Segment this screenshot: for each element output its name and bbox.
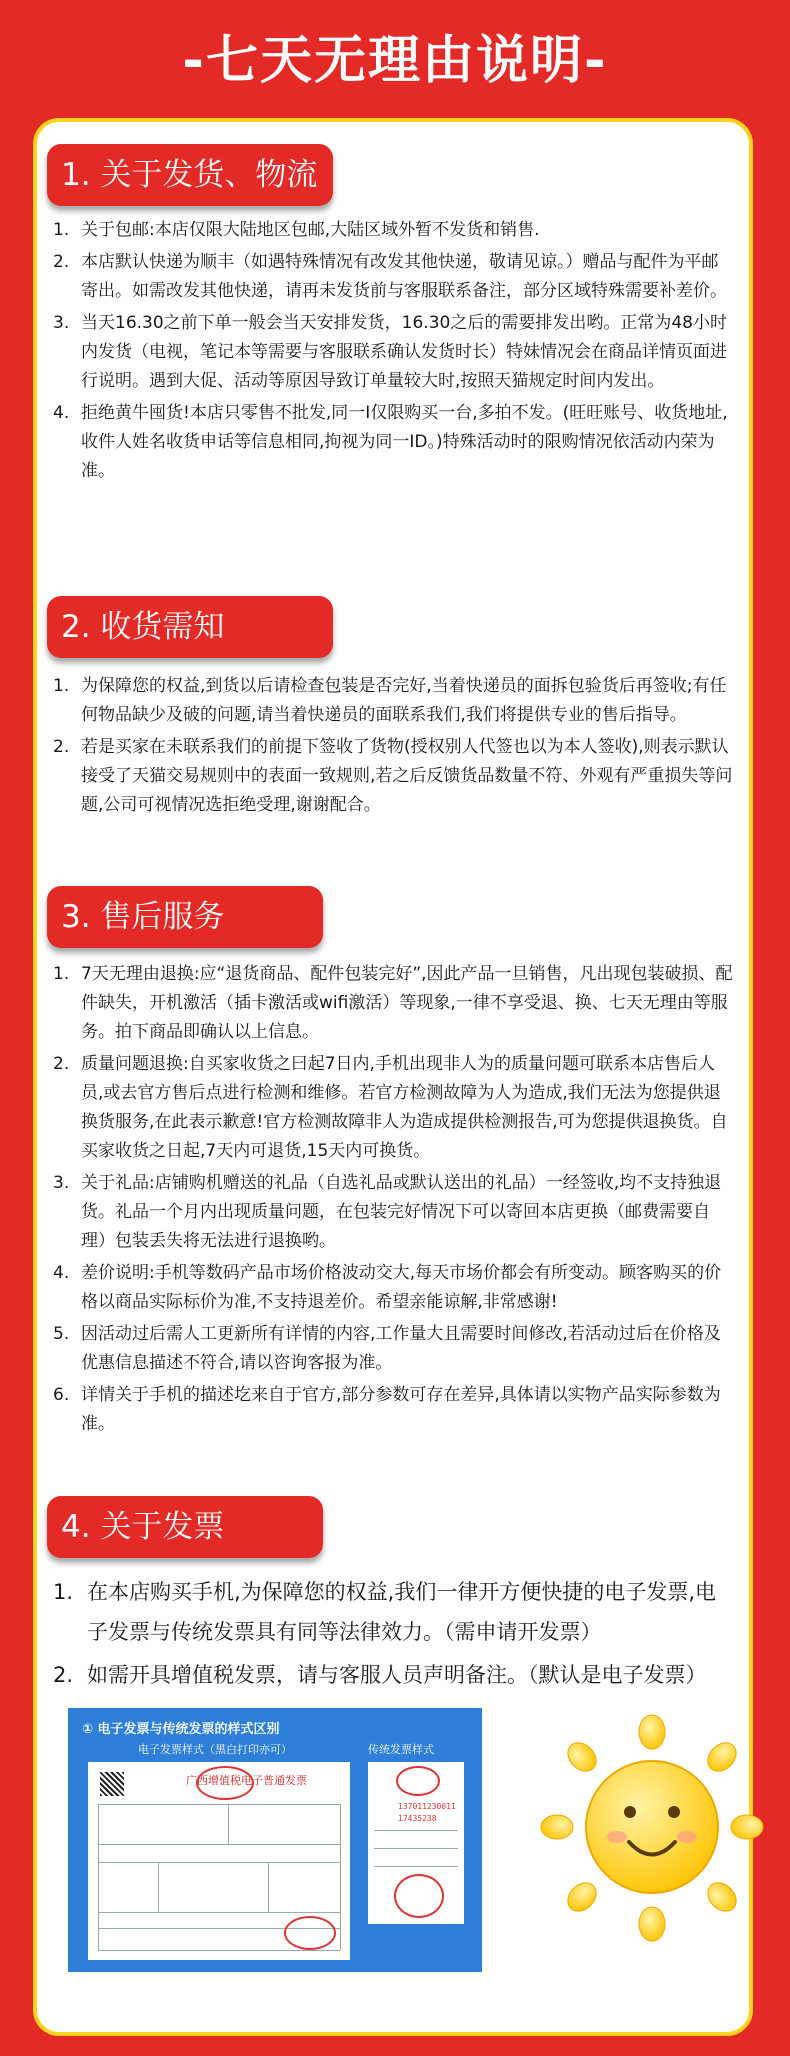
list-item: 2. 质量问题退换:自买家收货之曰起7日内,手机出现非人为的质量问题可联系本店售后人员,或去官方售后点进行检测和维修。若官方检测故障为人为造成,我们无法为您提供退换货服务,在此表示歉意!官方检测故障非人为造成提供检测报告,可为您提供退换货。自买家收货之日起,7天内可退货,15天内可换货。 [53, 1054, 728, 1161]
list-item: 1. 为保障您的权益,到货以后请检查包装是否完好,当着快递员的面拆包验货后再签收;有任何物品缺少及破的问题,请当着快递员的面联系我们,我们将提供专业的售后指导。 [53, 676, 727, 725]
invoice-stamp-icon [196, 1766, 254, 1800]
list-item: 3. 当天16.30之前下单一般会当天安排发货，16.30之后的需要排发出哟。正常为48小时内发货（电视，笔记本等需要与客服联系确认发货时长）特妹情况会在商品详情页面进行说明。遇到大促、活动等原因导致订单量较大时,按照天猫规定时间内发出。 [53, 313, 727, 391]
receiving-list [53, 672, 733, 823]
after-sales-list [53, 960, 733, 1442]
page-title: -七天无理由说明- [182, 31, 608, 91]
list-item: 4. 拒绝黄牛囤货!本店只零售不批发,同一I仅限购买一台,多拍不发。(旺旺账号、收货地址,收件人姓名收货申话等信息相同,拘视为同一ID。)特殊活动时的限购情况依活动内荣为准。 [53, 403, 728, 481]
list-item: 4. 差价说明:手机等数码产品市场价格波动交大,每天市场价都会有所变动。顾客购买的价格以商品实际标价为准,不支持退差价。希望亲能谅解,非常感谢! [53, 1263, 722, 1312]
list-item: 6. 详情关于手机的描述圪来自于官方,部分参数可存在差异,具体请以实物产品实际参数为准。 [53, 1385, 721, 1434]
paper-seal-icon [394, 1874, 444, 1918]
list-item: 1. 7天无理由退换:应“退货商品、配件包装完好”,因此产品一旦销售，凡出现包装破损、配件缺失，开机激活（插卡激活或wifi激活）等现象,一律不享受退、换、七天无理由等服务。拍下商品即确认以上信息。 [53, 964, 733, 1042]
smiling-sun-icon [537, 1702, 767, 1952]
list-item: 1. 关于包邮:本店仅限大陆地区包邮,大陆区域外暂不发货和销售. [53, 220, 540, 240]
electronic-invoice-header: 广西增值税电子普通发票 [186, 1774, 307, 1787]
seller-stamp-icon [284, 1916, 336, 1950]
paper-invoice-caption: 传统发票样式 [368, 1743, 434, 1756]
list-item: 5. 因活动过后需人工更新所有详情的内容,工作量大且需要时间修改,若活动过后在价格及优惠信息描述不符合,请以咨询客报为准。 [53, 1324, 721, 1373]
section-heading-shipping: 1. 关于发货、物流 [47, 144, 333, 206]
section-heading-receiving: 2. 收货需知 [47, 596, 333, 658]
list-item: 2. 本店默认快递为顺丰（如遇特殊情况有改发其他快递，敬请见谅。）赠品与配件为平邮寄出。如需改发其他快递，请再未发货前与客服联系备注，部分区域特殊需要补差价。 [53, 252, 727, 301]
paper-invoice-stamp-icon [396, 1766, 440, 1796]
electronic-invoice-caption: 电子发票样式（黑白打印亦可） [138, 1743, 292, 1756]
electronic-invoice-sample [88, 1762, 350, 1960]
content-card [33, 118, 753, 2036]
paper-invoice-sample: 137011230011 17435238 [368, 1762, 464, 1924]
list-item: 1. 在本店购买手机,为保障您的权益,我们一律开方便快捷的电子发票,电子发票与传统发票具有同等法律效力。（需申请开发票） [53, 1580, 717, 1644]
invoice-comparison-image [68, 1708, 482, 1972]
list-item: 2. 若是买家在未联系我们的前提下签收了货物(授权别人代签也以为本人签收),则表示默认接受了天猫交易规则中的表面一致规则,若之后反馈货品数量不符、外观有严重损失等问题,公司可视情况选拒绝受理,谢谢配合。 [53, 737, 733, 815]
invoice-figure-title: ① 电子发票与传统发票的样式区别 [82, 1722, 280, 1737]
section-heading-after-sales: 3. 售后服务 [47, 886, 323, 948]
qr-code-icon [100, 1772, 124, 1796]
list-item: 2. 如需开具增值税发票，请与客服人员声明备注。（默认是电子发票） [53, 1663, 707, 1687]
shipping-list [53, 216, 733, 489]
invoice-list [53, 1572, 733, 1698]
section-heading-invoice: 4. 关于发票 [47, 1496, 323, 1558]
list-item: 3. 关于礼品:店铺购机赠送的礼品（自选礼品或默认送出的礼品）一经签收,均不支持独退货。礼品一个月内出现质量问题，在包装完好情况下可以寄回本店更换（邮费需要自理）包装丢失将无法进行退换哟。 [53, 1173, 722, 1251]
